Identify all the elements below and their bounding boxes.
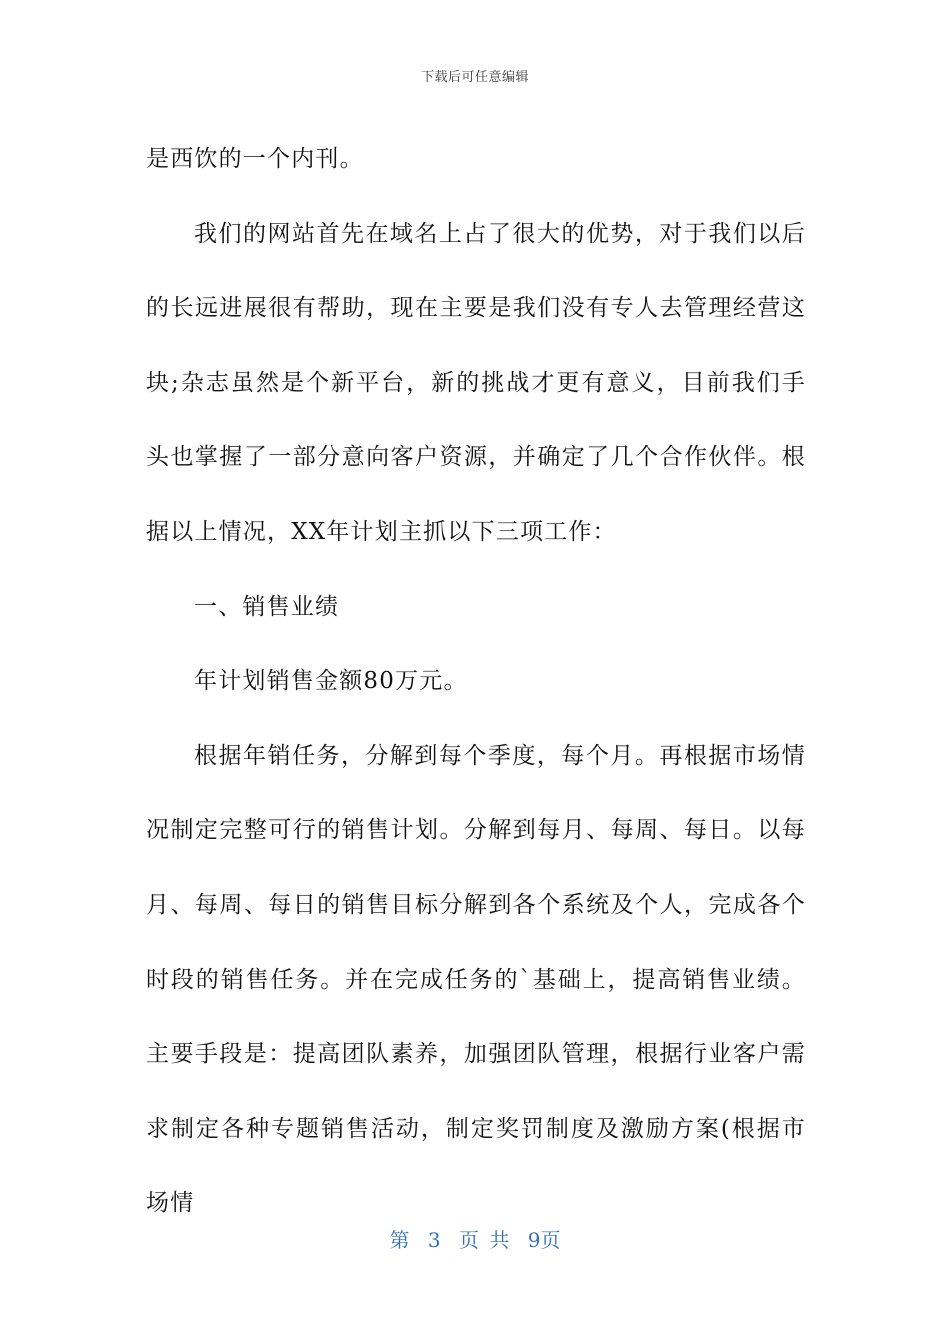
paragraph-1: 是西饮的一个内刊。 [146, 146, 364, 172]
paragraph-2: 我们的网站首先在域名上占了很大的优势，对于我们以后的长远进展很有帮助，现在主要是我们没有专人去管理经营这块;杂志虽然是个新平台，新的挑战才更有意义，目前我们手头也掌握了一部分意向客户资源，并确定了几个合作伙伴。根据以上情况，XX年计划主抓以下三项工作： [146, 220, 806, 545]
paragraph-4: 根据年销任务，分解到每个季度，每个月。再根据市场情况制定完整可行的销售计划。分解到每月、每周、每日。以每月、每周、每日的销售目标分解到各个系统及个人，完成各个时段的销售任务。并在完成任务的`基础上，提高销售业绩。主要手段是：提高团队素养，加强团队管理，根据行业客户需求制定各种专题销售活动，制定奖罚制度及激励方案(根据市场情 [146, 742, 806, 1217]
footer-prefix: 第 [389, 1228, 410, 1252]
page-footer [0, 1224, 950, 1253]
paragraph-3: 年计划销售金额80万元。 [194, 668, 468, 695]
document-body [146, 122, 806, 1241]
footer-current-page: 3 [427, 1228, 441, 1252]
page-header: 下载后可任意编辑 [420, 70, 529, 85]
footer-middle: 页 共 [459, 1228, 510, 1252]
footer-total-pages: 9页 [527, 1228, 561, 1252]
section-heading: 一、销售业绩 [194, 593, 340, 620]
